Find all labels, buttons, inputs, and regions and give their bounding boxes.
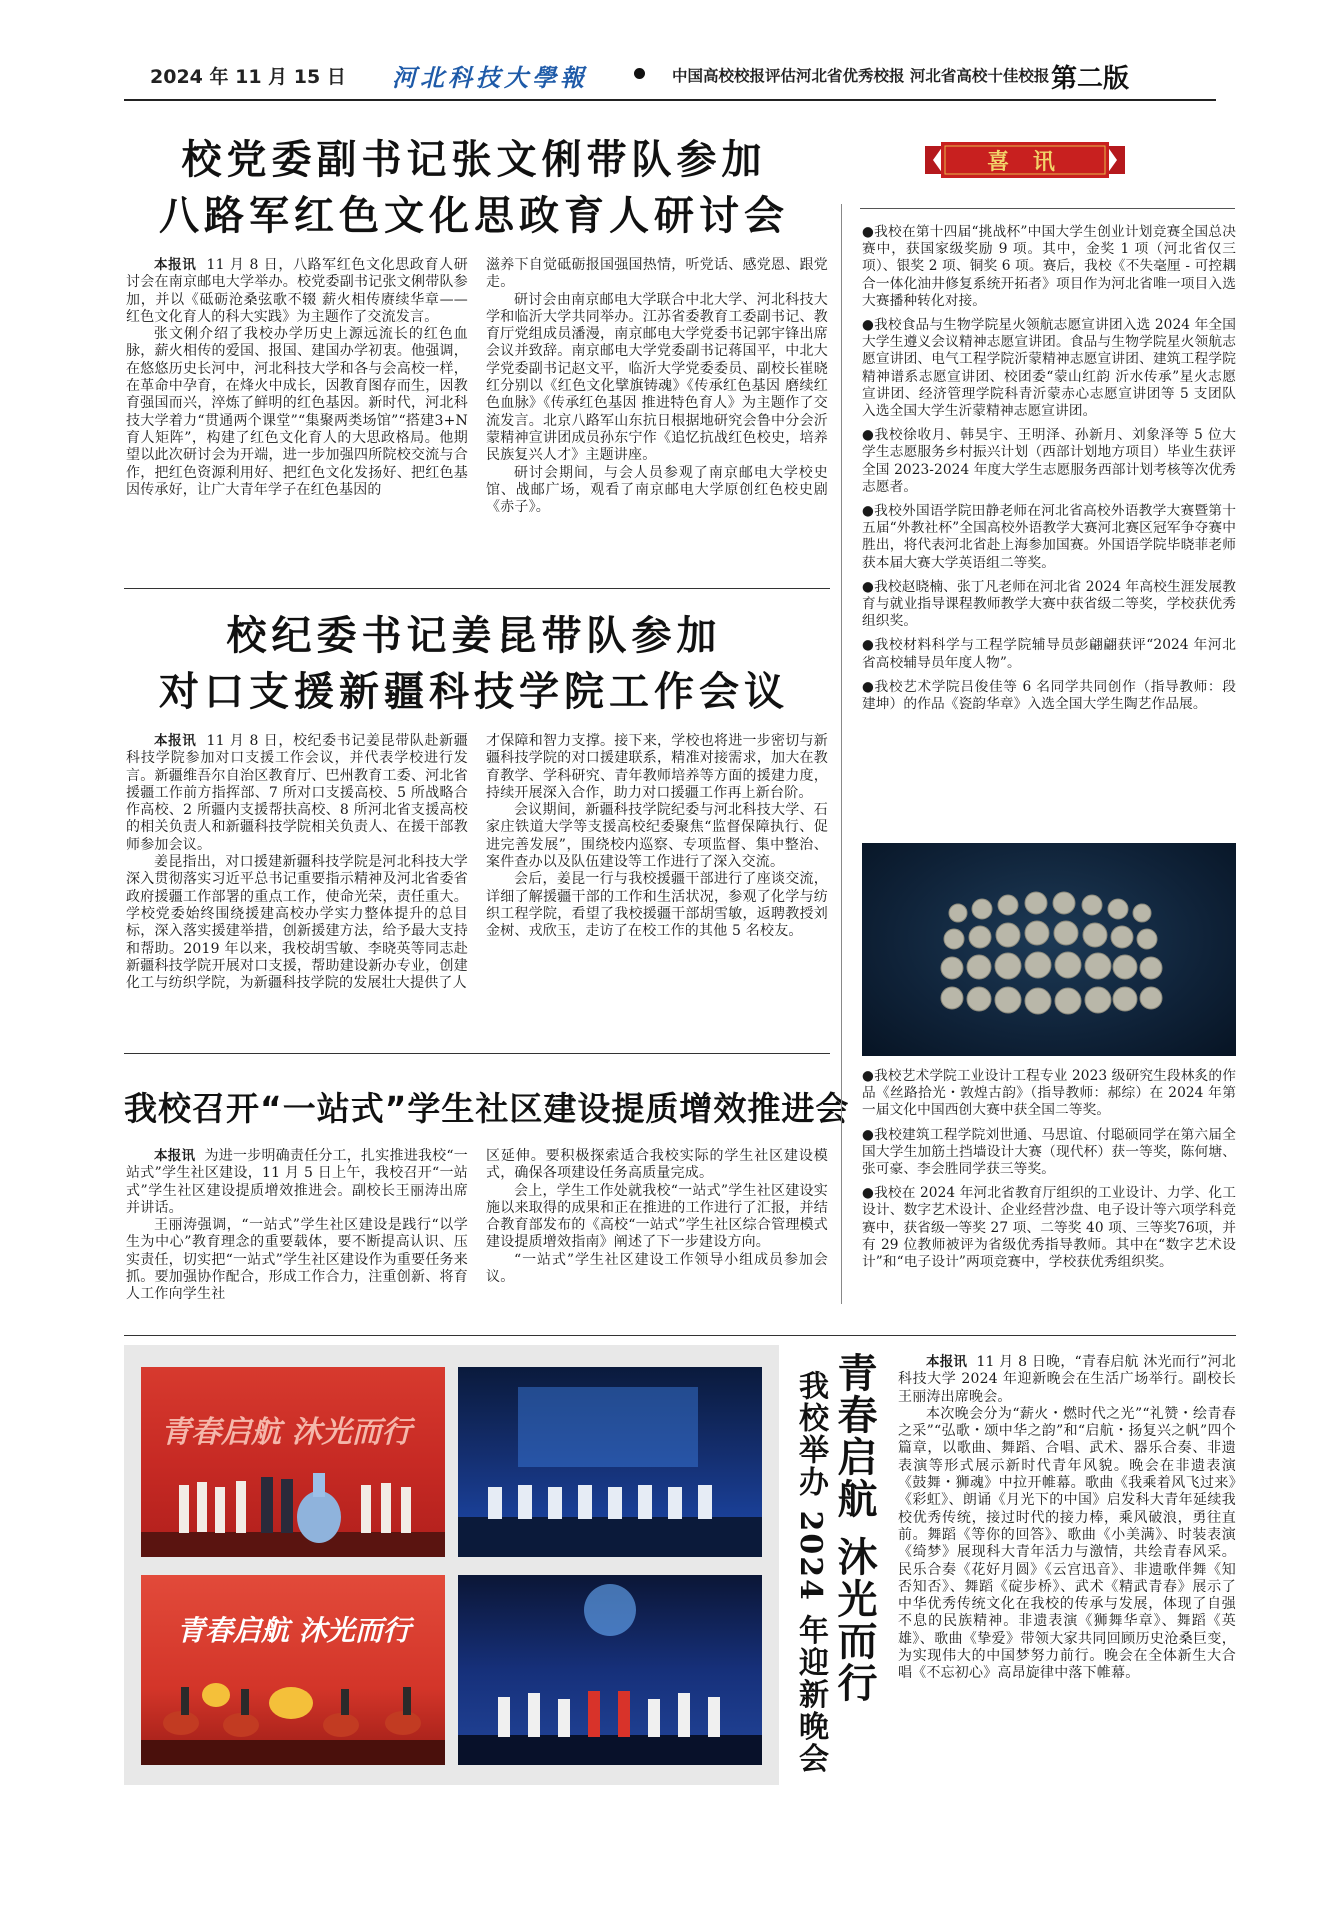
article3-col1-p2: 王丽涛强调，“一站式”学生社区建设是践行“以学生为中心”教育理念的重要载体，要不断提高认识、压实责任，切实把“一站式”学生社区建设作为重要任务来抓。要加强协作配合，形成工作合力，注重创新、将育人工作向学生社	[126, 1217, 468, 1303]
article4-headline-main: 青春启航 沐光而行	[831, 1352, 877, 1704]
news-list-after	[862, 1068, 1236, 1278]
article3-col2	[486, 1148, 828, 1286]
article1-lead: 本报讯	[154, 257, 197, 273]
article4-body	[898, 1354, 1236, 1683]
paper-name-logo: 河北科技大學報	[392, 63, 588, 92]
article3-headline: 我校召开“一站式”学生社区建设提质增效推进会	[124, 1089, 850, 1128]
photo-collage	[124, 1345, 779, 1785]
news-banner-label: 喜 讯	[987, 149, 1063, 175]
bullet-dot	[634, 68, 645, 79]
article2-headline-2: 对口支援新疆科技学院工作会议	[159, 669, 789, 715]
article2-col1-p1: 11 月 8 日，校纪委书记姜昆带队赴新疆科技学院参加对口支援工作会议，并代表学校进行发言。新疆维吾尔自治区教育厅、巴州教育工委、河北省援疆工作前方指挥部、7 所对口支援高校、5 所战略合作高校、2 所疆内支援帮扶高校、8 所河北省支援高校的相关负责人和新疆科技学院相关负责人、在援干部教师参加会议。	[126, 733, 468, 853]
article2-lead: 本报讯	[154, 733, 197, 749]
news-top-rule	[860, 208, 1235, 209]
article4-p2: 本次晚会分为“薪火・燃时代之光”“礼赞・绘青春之采”“弘歌・颂中华之韵”和“启航・扬复兴之帆”四个篇章，以歌曲、舞蹈、合唱、武术、器乐合奏、非遗表演等形式展示新时代青年风貌。晚会在非遗表演《鼓舞・狮魂》中拉开帷幕。歌曲《我乘着风飞过来》《彩虹》、朗诵《月光下的中国》启发科大青年延续我校优秀传统，接过时代的接力棒，乘风破浪，勇往直前。舞蹈《等你的回答》、歌曲《小美满》、时装表演《绮梦》展现科大青年活力与激情，共绘青春风采。民乐合奏《花好月圆》《云宫迅音》、非遗歌伴舞《知否知否》、舞蹈《碇步桥》、武术《精武青春》展示了中华优秀传统文化在我校的传承与发展，体现了自强不息的民族精神。非遗表演《狮舞华章》、舞蹈《英雄》、歌曲《挚爱》带领大家共同回顾历史沧桑巨变，为实现伟大的中国梦努力前行。晚会在全体新生大合唱《不忘初心》高昂旋律中落下帷幕。	[898, 1405, 1236, 1682]
article2-divider	[124, 1053, 830, 1054]
news-item: ●我校徐收月、韩昊宇、王明泽、孙新月、刘象泽等 5 位大学生志愿服务乡村振兴计划（西部计划地方项目）毕业生获评全国 2023-2024 年度大学生志愿服务西部计划考核等次优秀志愿者。	[862, 427, 1236, 495]
gala-photo-1-banner: 青春启航 沐光而行	[161, 1415, 412, 1450]
news-list	[862, 224, 1236, 720]
bottom-section-rule	[124, 1335, 1236, 1336]
article1-col2-p1: 滋养下自觉砥砺报国强国热情，听党话、感党恩、跟党走。	[486, 257, 828, 291]
news-item: ●我校艺术学院吕俊佳等 6 名同学共同创作（指导教师：段建坤）的作品《瓷韵华章》入选全国大学生陶艺作品展。	[862, 678, 1236, 713]
article1-divider	[124, 588, 830, 589]
gala-photo-2	[458, 1367, 762, 1557]
article2-headline-1: 校纪委书记姜昆带队参加	[226, 613, 722, 659]
ceramic-artwork-photo	[862, 843, 1236, 1056]
news-item: ●我校在 2024 年河北省教育厅组织的工业设计、力学、化工设计、数字艺术设计、企业经营沙盘、电子设计等六项学科竞赛中，获省级一等奖 27 项、二等奖 40 项、三等奖76项，并有 29 位教师被评为省级优秀指导教师。其中在“数字艺术设计”和“电子设计”两项竞赛中，学校获优秀组织奖。	[862, 1185, 1236, 1271]
news-item: ●我校材料科学与工程学院辅导员彭翩翩获评“2024 年河北省高校辅导员年度人物”。	[862, 637, 1236, 671]
ceramic-plates	[862, 843, 1236, 1056]
article3-col1-p1: 为进一步明确责任分工，扎实推进我校“一站式”学生社区建设，11 月 5 日上午，我校召开“一站式”学生社区建设提质增效推进会。副校长王丽涛出席并讲话。	[126, 1148, 468, 1216]
gala-photo-3-drums	[141, 1575, 445, 1765]
edition-label: 第二版	[1051, 64, 1130, 94]
article4-lead: 本报讯	[926, 1354, 968, 1370]
article3-col2-p3: “一站式”学生社区建设工作领导小组成员参加会议。	[486, 1251, 828, 1286]
article2-col2-p3: 会后，姜昆一行与我校援疆干部进行了座谈交流，详细了解援疆干部的工作和生活状况，参观了化学与纺织工程学院，看望了我校援疆干部胡雪敏，返聘教授刘金树、戎欣玉，走访了在校工作的其他 5 名校友。	[486, 871, 828, 940]
article1-col2	[486, 257, 828, 516]
gala-photo-1	[141, 1367, 445, 1557]
news-item: ●我校赵晓楠、张丁凡老师在河北省 2024 年高校生涯发展教育与就业指导课程教师教学大赛中获省级二等奖，学校获优秀组织奖。	[862, 578, 1236, 630]
article3-col2-p2: 会上，学生工作处就我校“一站式”学生社区建设实施以来取得的成果和正在推进的工作进行了汇报，并结合教育部发布的《高校“一站式”学生社区综合管理模式建设提质增效指南》阐述了下一步建设方向。	[486, 1182, 828, 1251]
gala-photo-2-dancers	[458, 1367, 762, 1557]
article3-col2-p1: 区延伸。要积极探索适合我校实际的学生社区建设模式，确保各项建设任务高质量完成。	[486, 1148, 828, 1182]
issue-date: 2024 年 11 月 15 日	[150, 66, 346, 88]
article2-col1	[126, 733, 468, 992]
article1-col2-p3: 研讨会期间，与会人员参观了南京邮电大学校史馆、战邮广场，观看了南京邮电大学原创红色校史剧《赤子》。	[486, 464, 828, 516]
article1-headline-1: 校党委副书记张文俐带队参加	[181, 137, 767, 183]
article1-col1-p1: 11 月 8 日，八路军红色文化思政育人研讨会在南京邮电大学举办。校党委副书记张文俐带队参加，并以《砥砺沧桑弦歌不辍 薪火相传赓续华章——红色文化育人的科大实践》为主题作了交流发言。	[126, 257, 468, 325]
article4-headline-sub: 我校举办 2024 年迎新晚会	[793, 1370, 828, 1775]
article2-col2-p2: 会议期间，新疆科技学院纪委与河北科技大学、石家庄铁道大学等支援高校纪委聚焦“监督保障执行、促进完善发展”，围绕校内巡察、专项监督、集中整治、案件查办以及队伍建设等工作进行了深入交流。	[486, 802, 828, 871]
news-item: ●我校外国语学院田静老师在河北省高校外语教学大赛暨第十五届“外教社杯”全国高校外语教学大赛河北赛区冠军争夺赛中胜出，将代表河北省赴上海参加国赛。外国语学院毕晓菲老师获本届大赛大学英语组二等奖。	[862, 503, 1236, 571]
article4-p1: 11 月 8 日晚，“青春启航 沐光而行”河北科技大学 2024 年迎新晚会在生活广场举行。副校长王丽涛出席晚会。	[898, 1354, 1236, 1405]
news-item: ●我校在第十四届“挑战杯”中国大学生创业计划竞赛全国总决赛中，获国家级奖励 9 项。其中，金奖 1 项（河北省仅三项）、银奖 2 项、铜奖 6 项。赛后，我校《不失毫厘 - 可控耦合一体化油井修复系统开拓者》项目作为河北省唯一项目入选大赛播种转化对接。	[862, 224, 1236, 309]
article3-col1	[126, 1148, 468, 1304]
column-divider	[841, 204, 842, 1304]
news-item: ●我校建筑工程学院刘世通、马思谊、付聪硕同学在第六届全国大学生加筋土挡墙设计大赛（现代杯）获一等奖，陈何塘、张可豪、李会胜同学获三等奖。	[862, 1126, 1236, 1178]
article1-col1	[126, 257, 468, 499]
article1-headline-2: 八路军红色文化思政育人研讨会	[159, 193, 789, 239]
gala-photo-4-performers	[458, 1575, 762, 1765]
gala-photo-3-banner: 青春启航 沐光而行	[177, 1614, 411, 1647]
article2-col2	[486, 733, 828, 941]
honors-text: 中国高校校报评估河北省优秀校报 河北省高校十佳校报	[672, 67, 1050, 85]
article1-col2-p2: 研讨会由南京邮电大学联合中北大学、河北科技大学和临沂大学共同举办。江苏省委教育工委副书记、教育厅党组成员潘漫，南京邮电大学党委书记郭宇锋出席会议并致辞。南京邮电大学党委副书记蒋国平，中北大学党委副书记赵文平，临沂大学党委委员、副校长崔晓红分别以《红色文化擘旗铸魂》《传承红色基因 磨续红色血脉》《传承红色基因 推进特色育人》为主题作了交流发言。北京八路军山东抗日根据地研究会鲁中分会沂蒙精神宣讲团成员孙东宁作《追忆抗战红色校史，培养民族复兴人才》主题讲座。	[486, 291, 828, 464]
news-item: ●我校艺术学院工业设计工程专业 2023 级研究生段林炙的作品《丝路拾光・敦煌古韵》（指导教师：郝综）在 2024 年第一届文化中国西创大赛中获全国二等奖。	[862, 1068, 1236, 1119]
article2-col2-p1: 才保障和智力支撑。接下来，学校也将进一步密切与新疆科技学院的对口援建联系，精准对接需求，加大在教育教学、学科研究、青年教师培养等方面的援建力度，持续开展深入合作，助力对口援疆工作再上新台阶。	[486, 733, 828, 801]
article1-col1-p2: 张文俐介绍了我校办学历史上源远流长的红色血脉，薪火相传的爱国、报国、建国办学初衷。他强调，在悠悠历史长河中，河北科技大学和各与会高校一样，在革命中孕育，在烽火中成长，因教育图存而生，因教育强国而兴，淬炼了鲜明的红色基因。新时代，河北科技大学着力“贯通两个课堂”“集聚两类场馆”“搭建3+N 育人矩阵”，构建了红色文化育人的大思政格局。他期望以此次研讨会为开端，进一步加强四所院校交流与合作，把红色资源利用好、把红色文化发扬好、把红色基因传承好，让广大青年学子在红色基因的	[126, 326, 468, 498]
masthead	[124, 56, 1216, 104]
news-item: ●我校食品与生物学院星火领航志愿宣讲团入选 2024 年全国大学生遵义会议精神志愿宣讲团。食品与生物学院星火领航志愿宣讲团、电气工程学院沂蒙精神志愿宣讲团、建筑工程学院精神谱系志愿宣讲团、校团委“蒙山红韵 沂水传承”星火志愿宣讲团、经济管理学院科青沂蒙赤心志愿宣讲团等 5 支团队入选全国大学生沂蒙精神志愿宣讲团。	[862, 317, 1236, 420]
article3-lead: 本报讯	[154, 1148, 196, 1164]
gala-photo-1-crowd	[141, 1367, 445, 1557]
masthead-rule	[124, 99, 1216, 101]
news-banner	[925, 140, 1125, 180]
gala-photo-4	[458, 1575, 762, 1765]
article2-col1-p2: 姜昆指出，对口援建新疆科技学院是河北科技大学深入贯彻落实习近平总书记重要指示精神及河北省委省政府援疆工作部署的重点工作，使命光荣，责任重大。学校党委始终围绕援建高校办学实力整体提升的总目标，深入落实援建举措，创新援建方法，给予最大支持和帮助。2019 年以来，我校胡雪敏、李晓英等同志赴新疆科技学院开展对口支援，帮助建设新办专业，创建化工与纺织学院，为新疆科技学院的发展壮大提供了人	[126, 854, 468, 992]
gala-photo-3	[141, 1575, 445, 1765]
